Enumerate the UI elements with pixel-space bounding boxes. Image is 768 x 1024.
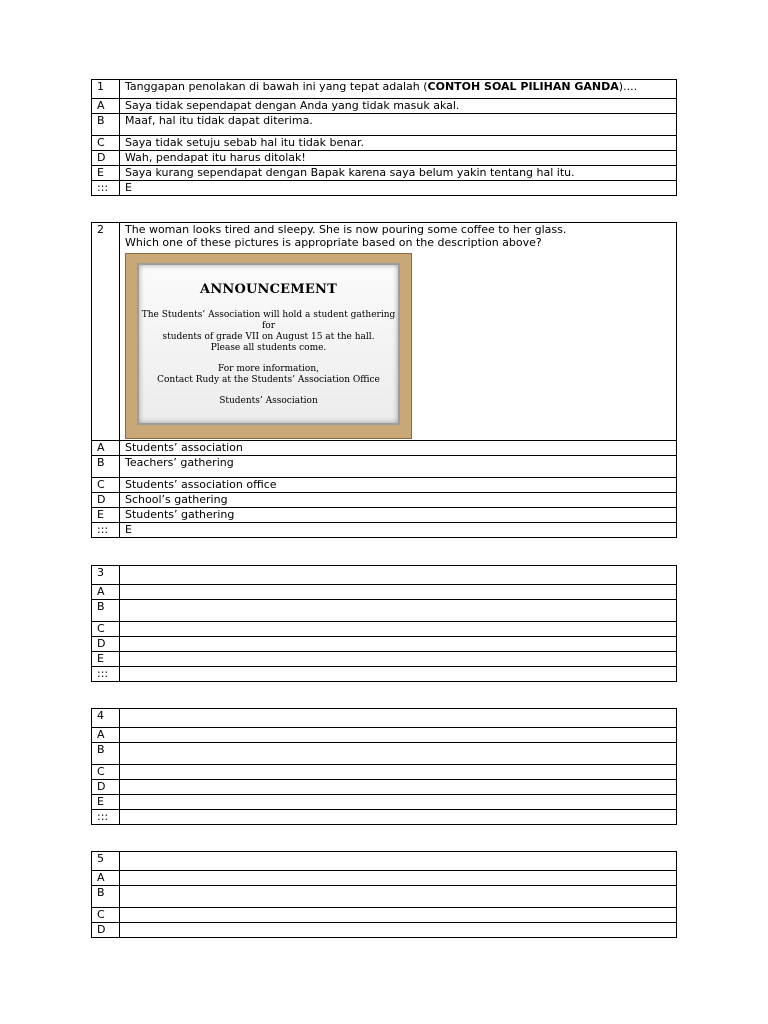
option-text bbox=[120, 908, 677, 923]
question-text bbox=[120, 852, 677, 871]
option-text: Students’ association bbox=[120, 441, 677, 456]
answer-row bbox=[92, 667, 677, 682]
option-letter: C bbox=[92, 622, 120, 637]
answer-key-label: ::: bbox=[92, 667, 120, 682]
answer-row bbox=[92, 523, 677, 538]
option-letter: A bbox=[92, 585, 120, 600]
option-letter: B bbox=[92, 886, 120, 908]
option-letter: E bbox=[92, 166, 120, 181]
question-text bbox=[120, 223, 677, 441]
option-letter: E bbox=[92, 508, 120, 523]
question-line: The woman looks tired and sleepy. She is now pouring some coffee to her glass. bbox=[125, 223, 567, 236]
option-text bbox=[120, 795, 677, 810]
answer-row bbox=[92, 810, 677, 825]
option-row bbox=[92, 493, 677, 508]
question-row bbox=[92, 223, 677, 441]
option-row bbox=[92, 795, 677, 810]
question-5-table bbox=[91, 851, 677, 938]
option-letter: D bbox=[92, 637, 120, 652]
option-row bbox=[92, 441, 677, 456]
option-row bbox=[92, 652, 677, 667]
option-row bbox=[92, 456, 677, 478]
option-text bbox=[120, 765, 677, 780]
answer-row bbox=[92, 181, 677, 196]
question-number: 2 bbox=[92, 223, 120, 441]
option-text bbox=[120, 728, 677, 743]
option-row bbox=[92, 908, 677, 923]
option-letter: A bbox=[92, 99, 120, 114]
option-text bbox=[120, 652, 677, 667]
option-row bbox=[92, 871, 677, 886]
option-text bbox=[120, 871, 677, 886]
option-letter: E bbox=[92, 795, 120, 810]
question-text bbox=[120, 566, 677, 585]
option-letter: D bbox=[92, 493, 120, 508]
question-4-table bbox=[91, 708, 677, 825]
option-text: Saya tidak setuju sebab hal itu tidak benar. bbox=[120, 136, 677, 151]
question-number: 3 bbox=[92, 566, 120, 585]
option-letter: B bbox=[92, 456, 120, 478]
answer-key bbox=[120, 810, 677, 825]
option-text bbox=[120, 600, 677, 622]
option-row bbox=[92, 780, 677, 795]
question-row bbox=[92, 566, 677, 585]
option-row bbox=[92, 743, 677, 765]
option-letter: A bbox=[92, 871, 120, 886]
option-letter: A bbox=[92, 441, 120, 456]
announcement-line: The Students’ Association will hold a student gathering for bbox=[141, 310, 396, 331]
option-text: Saya kurang sependapat dengan Bapak karena saya belum yakin tentang hal itu. bbox=[120, 166, 677, 181]
question-row bbox=[92, 80, 677, 99]
question-row bbox=[92, 709, 677, 728]
option-row bbox=[92, 585, 677, 600]
option-text: Maaf, hal itu tidak dapat diterima. bbox=[120, 114, 677, 136]
announcement-line: Contact Rudy at the Students’ Association Office bbox=[157, 375, 380, 385]
answer-key-label: ::: bbox=[92, 181, 120, 196]
option-text bbox=[120, 923, 677, 938]
option-text: School’s gathering bbox=[120, 493, 677, 508]
option-row bbox=[92, 600, 677, 622]
option-row bbox=[92, 886, 677, 908]
option-letter: B bbox=[92, 743, 120, 765]
option-letter: C bbox=[92, 908, 120, 923]
option-row bbox=[92, 99, 677, 114]
option-text: Students’ association office bbox=[120, 478, 677, 493]
option-letter: D bbox=[92, 923, 120, 938]
question-3-table bbox=[91, 565, 677, 682]
announcement-body bbox=[139, 310, 398, 407]
question-line: Which one of these pictures is appropriate based on the description above? bbox=[125, 236, 542, 249]
option-row bbox=[92, 136, 677, 151]
option-text: Teachers’ gathering bbox=[120, 456, 677, 478]
option-text bbox=[120, 637, 677, 652]
question-row bbox=[92, 852, 677, 871]
answer-key: E bbox=[120, 523, 677, 538]
announcement-board-image bbox=[125, 253, 412, 439]
option-letter: A bbox=[92, 728, 120, 743]
option-text: Wah, pendapat itu harus ditolak! bbox=[120, 151, 677, 166]
option-letter: C bbox=[92, 765, 120, 780]
question-text-part: ).... bbox=[618, 80, 638, 93]
option-row bbox=[92, 478, 677, 493]
option-text bbox=[120, 886, 677, 908]
question-1-table bbox=[91, 79, 677, 196]
answer-key: E bbox=[120, 181, 677, 196]
option-row bbox=[92, 637, 677, 652]
option-letter: B bbox=[92, 600, 120, 622]
option-letter: E bbox=[92, 652, 120, 667]
option-row bbox=[92, 765, 677, 780]
announcement-line: For more information, bbox=[218, 364, 319, 374]
option-row bbox=[92, 166, 677, 181]
announcement-title: ANNOUNCEMENT bbox=[200, 282, 337, 297]
announcement-line: students of grade VII on August 15 at the hall. bbox=[162, 332, 375, 342]
option-row bbox=[92, 728, 677, 743]
question-text-bold: CONTOH SOAL PILIHAN GANDA bbox=[427, 80, 619, 93]
option-text: Students’ gathering bbox=[120, 508, 677, 523]
option-text bbox=[120, 743, 677, 765]
option-letter: C bbox=[92, 478, 120, 493]
option-row bbox=[92, 923, 677, 938]
option-letter: B bbox=[92, 114, 120, 136]
option-letter: D bbox=[92, 151, 120, 166]
announcement-signature: Students’ Association bbox=[219, 396, 318, 406]
question-number: 4 bbox=[92, 709, 120, 728]
option-row bbox=[92, 508, 677, 523]
announcement-paper bbox=[137, 263, 400, 425]
option-text bbox=[120, 585, 677, 600]
question-text bbox=[120, 80, 677, 99]
option-row bbox=[92, 114, 677, 136]
option-letter: C bbox=[92, 136, 120, 151]
question-number: 5 bbox=[92, 852, 120, 871]
announcement-line: Please all students come. bbox=[210, 343, 327, 353]
question-text bbox=[120, 709, 677, 728]
option-letter: D bbox=[92, 780, 120, 795]
question-2-table bbox=[91, 222, 677, 538]
option-row bbox=[92, 151, 677, 166]
option-text bbox=[120, 780, 677, 795]
question-number: 1 bbox=[92, 80, 120, 99]
option-text: Saya tidak sependapat dengan Anda yang tidak masuk akal. bbox=[120, 99, 677, 114]
question-text-part: Tanggapan penolakan di bawah ini yang tepat adalah ( bbox=[125, 80, 428, 93]
answer-key-label: ::: bbox=[92, 523, 120, 538]
answer-key bbox=[120, 667, 677, 682]
option-text bbox=[120, 622, 677, 637]
option-row bbox=[92, 622, 677, 637]
answer-key-label: ::: bbox=[92, 810, 120, 825]
